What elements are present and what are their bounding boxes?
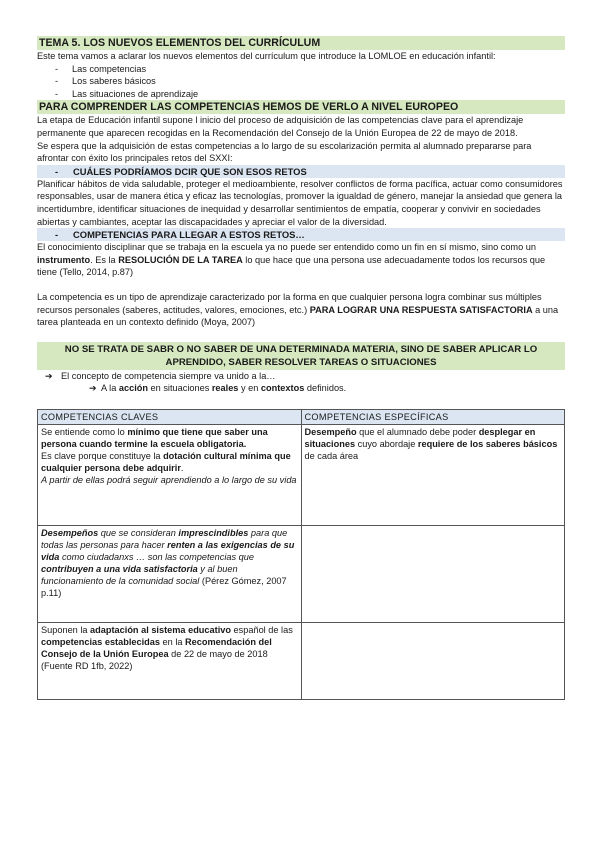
header-competencias-especificas: COMPETENCIAS ESPECÍFICAS — [301, 409, 565, 424]
table-cell — [38, 424, 302, 525]
list-item: - Los saberes básicos — [55, 75, 565, 88]
key-idea-banner: NO SE TRATA DE SABR O NO SABER DE UNA DETERMINADA MATERIA, SINO DE SABER APLICAR LO APRENDIDO, SABER RESOLVER TAREAS O SITUACIONES — [37, 342, 565, 370]
bold-text: acción — [118, 383, 148, 394]
text-run: A la — [101, 383, 119, 394]
blank-line — [37, 279, 565, 291]
text-run: . — [180, 462, 184, 473]
subheading-retos — [37, 165, 565, 178]
bold-italic-text: renten a las exigencias de su vida — [41, 539, 295, 562]
bold-text: adaptación al sistema educativo — [90, 624, 231, 635]
dash-marker: - — [55, 165, 59, 177]
bold-text: Desempeño — [304, 426, 357, 437]
bold-text: desplegar en situaciones — [304, 426, 536, 449]
table-header-row — [38, 409, 565, 424]
text-run: lo que hace que una persona use adecuadamente todos los recursos que tiene (Tello, 2014, p.87) — [37, 254, 546, 278]
arrow-line-1-text: El concepto de competencia siempre va unido a la… — [61, 370, 276, 381]
table-row — [38, 424, 565, 525]
text-run: que el alumnado debe poder — [356, 426, 479, 437]
italic-text: y al buen funcionamiento de la comunidad social — [41, 563, 238, 586]
text-run: Se entiende como lo — [41, 426, 128, 437]
bold-text: Recomendación del Consejo de la Unión Europea — [41, 636, 272, 659]
bold-text: RESOLUCIÓN DE LA TAREA — [118, 254, 243, 265]
paragraph-se-espera: Se espera que la adquisición de estas competencias a lo largo de su escolarización permita al alumnado prepararse para afrontar con éxito los principales retos del SXXI: — [37, 140, 532, 164]
bold-italic-text: contribuyen a una vida satisfactoria — [41, 563, 198, 574]
intro-paragraph: Este tema vamos a aclarar los nuevos elementos del currículum que introduce la LOMLOE en educación infantil: — [37, 51, 496, 61]
text-run: de cada área — [304, 450, 359, 461]
table-row — [38, 622, 565, 699]
arrow-line-1 — [37, 370, 565, 383]
intro-list — [37, 63, 565, 101]
text-run: y en — [238, 383, 261, 394]
paragraph-retos: Planificar hábitos de vida saludable, proteger el medioambiente, resolver conflictos de forma pacífica, actuar como consumidores responsables, usar de manera ética y eficaz las tecnologías, promover la igualdad de género, manejar la ansiedad que genera la incertidumbre, identificar situaciones de inequidad y desarrollar sentimientos de empatía, cooperar y convivir en sociedades abiertas y cambiantes, aceptar las discapacidades y apreciar el valor de la diversidad. — [37, 178, 563, 227]
paragraph-conocimiento — [37, 241, 565, 279]
section-heading-europeo: PARA COMPRENDER LAS COMPETENCIAS HEMOS DE VERLO A NIVEL EUROPEO — [37, 100, 565, 114]
list-item: - Las competencias — [55, 63, 565, 76]
bold-text: dotación cultural mínima que cualquier persona debe adquirir — [41, 450, 291, 473]
list-item: - Las situaciones de aprendizaje — [55, 88, 565, 101]
bold-text: reales — [211, 383, 239, 394]
italic-text: para que todas las personas para hacer — [41, 527, 288, 550]
table-row — [38, 525, 565, 622]
text-run: en la — [160, 636, 186, 647]
table-cell — [301, 424, 565, 525]
text-run: español de las — [230, 624, 293, 635]
section-heading-tema5: TEMA 5. LOS NUEVOS ELEMENTOS DEL CURRÍCULUM — [37, 36, 565, 50]
bold-italic-text: imprescindibles — [178, 527, 249, 538]
table-cell — [38, 622, 302, 699]
table-cell — [301, 622, 565, 699]
subheading-competencias-retos — [37, 228, 565, 241]
bold-text: instrumento — [37, 254, 91, 265]
bold-text: requiere de los saberes básicos — [417, 438, 558, 449]
subheading-retos-text: CUÁLES PODRÍAMOS DCIR QUE SON ESOS RETOS — [73, 165, 307, 177]
paragraph-competencia-definicion — [37, 291, 565, 329]
paragraph-etapa: La etapa de Educación infantil supone l inicio del proceso de adquisición de las competencias clave para el aprendizaje permanente que aparecen recogidas en la Recomendación del Consejo de la Unión Europea de 22 de mayo de 2018. — [37, 115, 524, 138]
subheading-competencias-text: COMPETENCIAS PARA LLEGAR A ESTOS RETOS… — [73, 229, 305, 241]
citation-text: (Pérez Gómez, 2007 p.11) — [41, 575, 287, 598]
italic-text: que se consideran — [98, 527, 179, 538]
text-run: El conocimiento disciplinar que se trabaja en la escuela ya no puede ser entendido como un fin en sí mismo, sino como un — [37, 242, 536, 253]
bold-text: PARA LOGRAR UNA RESPUESTA SATISFACTORIA — [309, 304, 533, 315]
competencias-table — [37, 409, 565, 700]
header-competencias-claves: COMPETENCIAS CLAVES — [38, 409, 302, 424]
document-page — [37, 36, 565, 700]
table-cell — [38, 525, 302, 622]
text-run: Suponen la — [41, 624, 91, 635]
bold-italic-text: Desempeños — [41, 527, 99, 538]
italic-text: como ciudadanxs … son las competencias que — [59, 551, 254, 562]
text-run: La competencia es un tipo de aprendizaje caracterizado por la forma en que cualquier persona logra combinar sus múltiples recursos personales (saberes, actitudes, valores, emociones, etc.) — [37, 291, 542, 315]
text-run: definidos. — [304, 383, 347, 394]
right-arrow-icon: ➔ — [45, 370, 53, 381]
text-run: cuyo abordaje — [355, 438, 418, 449]
bold-text: competencias establecidas — [41, 636, 160, 647]
dash-marker: - — [55, 229, 59, 241]
italic-text: A partir de ellas podrá seguir aprendiendo a lo largo de su vida — [41, 474, 297, 485]
table-cell — [301, 525, 565, 622]
text-run: de 22 de mayo de 2018 (Fuente RD 1fb, 2022) — [41, 648, 268, 671]
text-run: en situaciones — [148, 383, 212, 394]
text-run: Es clave porque constituye la — [41, 450, 164, 461]
bold-text: mínimo que tiene que saber una persona cuando termine la escuela obligatoria. — [41, 426, 268, 449]
text-run: . Es la — [90, 254, 119, 265]
text-run: a una tarea planteada en un contexto definido (Moya, 2007) — [37, 304, 559, 328]
bold-text: contextos — [260, 383, 305, 394]
right-arrow-icon: ➔ — [89, 383, 97, 394]
arrow-line-2 — [37, 382, 565, 395]
